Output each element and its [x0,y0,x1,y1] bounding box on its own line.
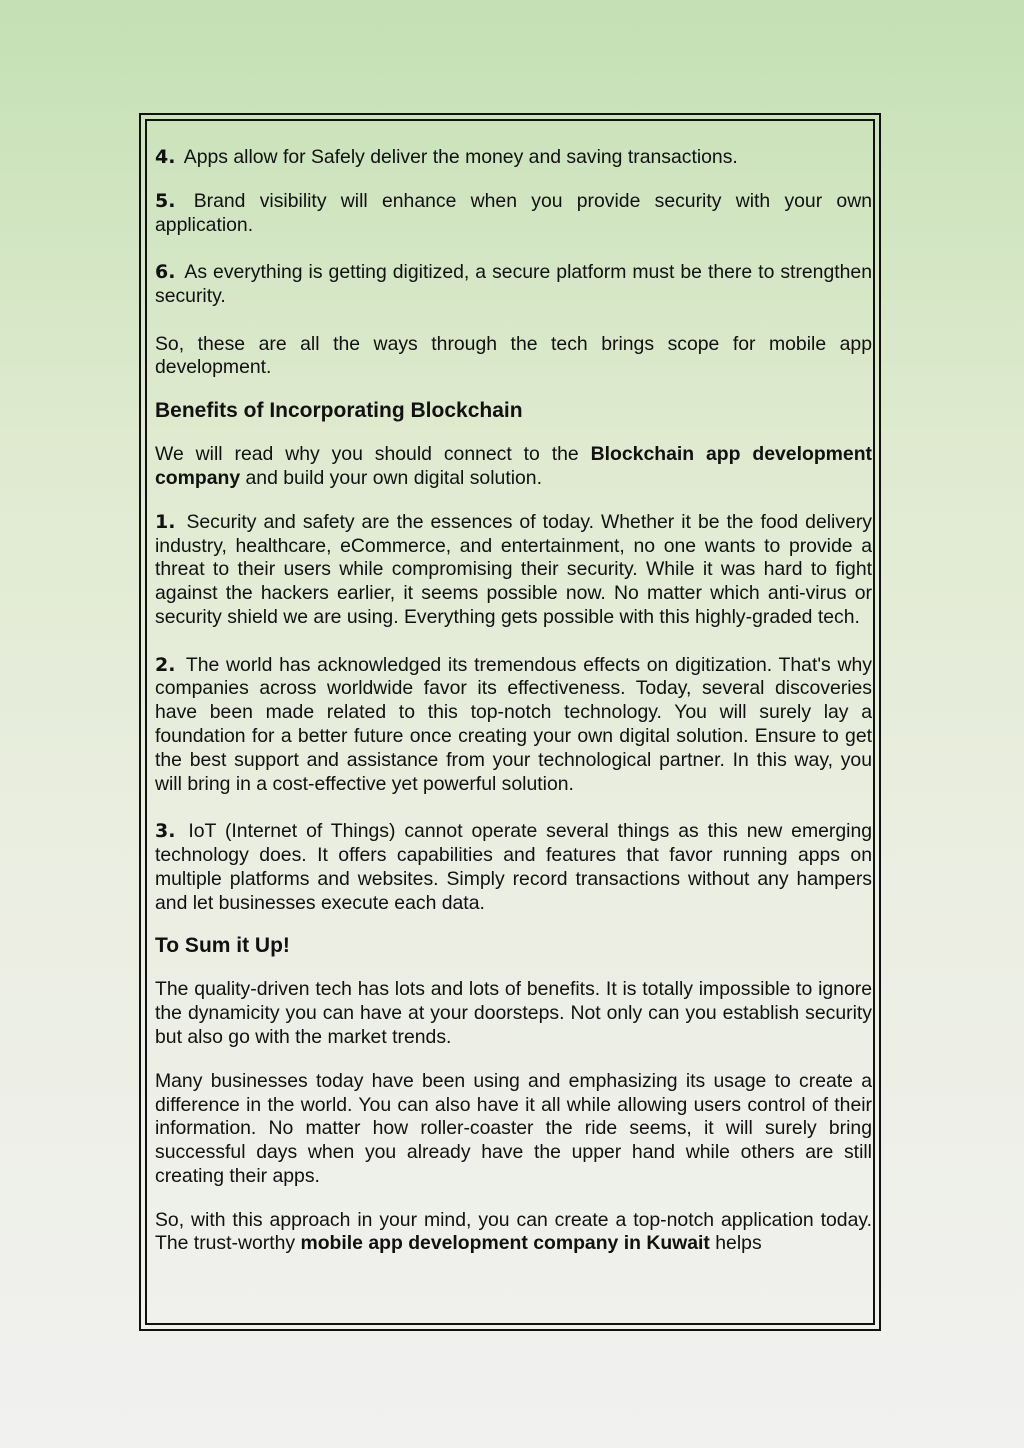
conclusion-paragraph: The quality-driven tech has lots and lots of benefits. It is totally impossible to ignore the dynamicity you can have at your doorsteps. Not only can you establish security but also go with the market trends. [155,978,872,1048]
item-number: 2. [155,653,176,676]
item-text: Brand visibility will enhance when you provide security with your own application. [155,189,872,236]
item-text: IoT (Internet of Things) cannot operate several things as this new emerging technology does. It offers capabilities and features that favor running apps on multiple platforms and websites. Simply record transactions without any hampers and let businesses execute each data. [155,820,873,914]
item-text: Security and safety are the essences of today. Whether it be the food delivery industry, healthcare, eCommerce, and entertainment, no one wants to provide a threat to their users while compromising their security. While it was hard to fight against the hackers earlier, it seems possible now. No matter which anti-virus or security shield we are using. Everything gets possible with this highly-graded tech. [155,510,872,628]
intro-text-end: and build your own digital solution. [240,466,542,489]
item-text: The world has acknowledged its tremendous effects on digitization. That's why companies across worldwide favor its effectiveness. Today, several discoveries have been made related to this top-notch technology. You will surely lay a foundation for a better future once creating your own digital solution. Ensure to get the best support and assistance from your technological partner. In this way, you will bring in a cost-effective yet powerful solution. [155,653,872,795]
benefits-intro [155,443,872,491]
final-text: So, with this approach in your mind, you can create a top-notch application today. The trust-worthy [155,1208,872,1255]
final-link-text: mobile app development company in Kuwait [300,1232,710,1255]
conclusion-paragraph-final [155,1209,872,1257]
intro-text: We will read why you should connect to the [155,443,591,466]
final-text-end: helps [709,1232,762,1255]
list-item [155,190,872,238]
conclusion-paragraph: Many businesses today have been using and emphasizing its usage to create a difference in the world. You can also have it all while allowing users control of their information. No matter how roller-coaster the ride seems, it will surely bring successful days when you already have the upper hand while others are still creating their apps. [155,1069,872,1187]
list-item [155,146,872,170]
item-number: 1. [155,510,176,533]
list-item [155,820,872,915]
list-item [155,261,872,309]
item-text: Apps allow for Safely deliver the money and saving transactions. [183,146,738,168]
item-number: 4. [155,146,176,168]
item-number: 3. [155,820,176,843]
item-text: As everything is getting digitized, a secure platform must be there to strengthen security. [155,261,872,307]
item-number: 5. [155,189,176,212]
item-number: 6. [155,261,176,284]
section-heading-conclusion: To Sum it Up! [155,934,290,958]
list-item [155,654,872,797]
list-item [155,511,872,630]
section-heading-benefits: Benefits of Incorporating Blockchain [155,399,523,423]
summary-paragraph: So, these are all the ways through the tech brings scope for mobile app development. [155,332,872,379]
intro-link-text: Blockchain app development company [155,443,872,489]
document-body [155,146,872,1280]
